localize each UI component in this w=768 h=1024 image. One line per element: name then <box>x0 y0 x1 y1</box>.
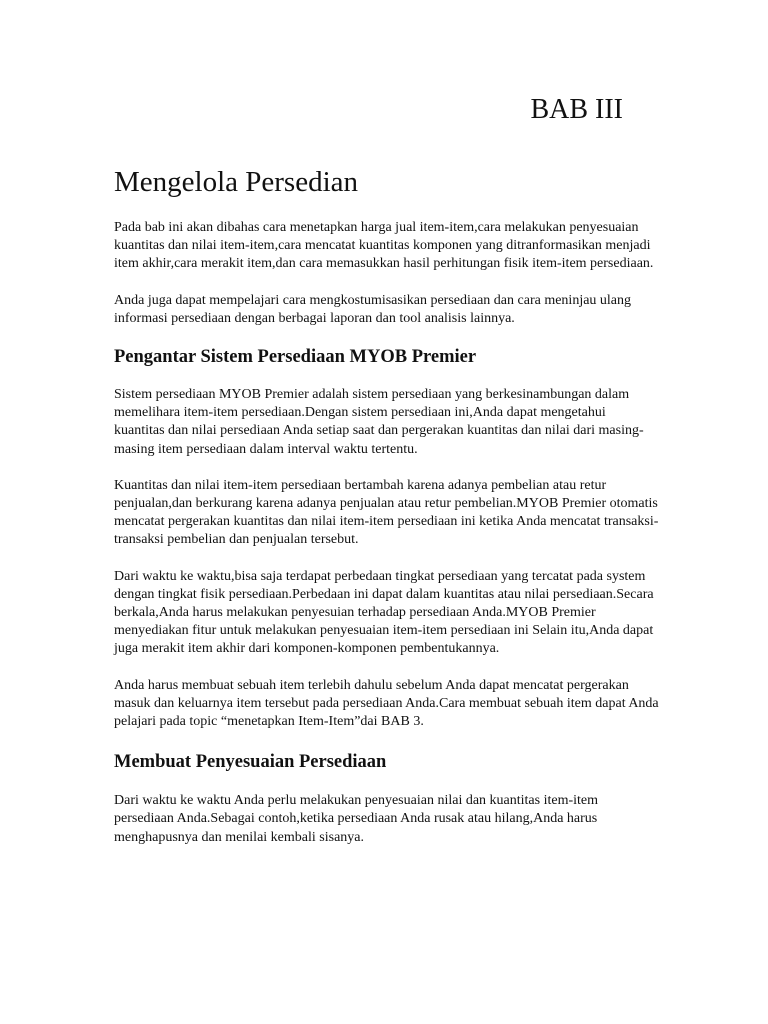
section-paragraph: Kuantitas dan nilai item-item persediaan bertambah karena adanya pembelian atau retur penjualan,dan berkurang karena adanya penjualan atau retur pembelian.MYOB Premier otomatis mencatat pergerakan kuantitas dan nilai item-item persediaan ini ketika Anda mencatat transaksi-transaksi pembelian dan penjualan tersebut. <box>114 477 659 548</box>
section-heading-penyesuaian: Membuat Penyesuaian Persediaan <box>114 752 387 773</box>
section-heading-pengantar: Pengantar Sistem Persediaan MYOB Premier <box>114 347 477 368</box>
document-body <box>114 219 659 865</box>
section-paragraph: Anda harus membuat sebuah item terlebih dahulu sebelum Anda dapat mencatat pergerakan masuk dan keluarnya item tersebut pada persediaan Anda.Cara membuat sebuah item dapat Anda pelajari pada topic “menetapkan Item-Item”dai BAB 3. <box>114 677 659 730</box>
chapter-label: BAB III <box>530 94 623 125</box>
intro-paragraph: Pada bab ini akan dibahas cara menetapkan harga jual item-item,cara melakukan penyesuaian kuantitas dan nilai item-item,cara mencatat kuantitas komponen yang ditranformasikan menjadi item akhir,cara merakit item,dan cara memasukkan hasil perhitungan fisik item-item persediaan. <box>114 220 654 272</box>
section-paragraph: Dari waktu ke waktu Anda perlu melakukan penyesuaian nilai dan kuantitas item-item persediaan Anda.Sebagai contoh,ketika persediaan Anda rusak atau hilang,Anda harus menghapusnya dan menilai kembali sisanya. <box>114 793 599 845</box>
section-paragraph: Sistem persediaan MYOB Premier adalah sistem persediaan yang berkesinambungan dalam memelihara item-item persediaan.Dengan sistem persediaan ini,Anda dapat mengetahui kuantitas dan nilai persediaan Anda setiap saat dan pergerakan kuantitas dan nilai dari masing-masing item persediaan dalam interval waktu tertentu. <box>114 387 644 457</box>
section-paragraph: Dari waktu ke waktu,bisa saja terdapat perbedaan tingkat persediaan yang tercatat pada system dengan tingkat fisik persediaan.Perbedaan ini dapat dalam kuantitas atau nilai persediaan.Secara berkala,Anda harus melakukan penyesuian terhadap persediaan Anda.MYOB Premier menyediakan fitur untuk melakukan penyesuaian item-item persediaan ini Selain itu,Anda dapat juga merakit item akhir dari komponen-komponen pembentukannya. <box>114 568 654 657</box>
intro-paragraph: Anda juga dapat mempelajari cara mengkostumisasikan persediaan dan cara meninjau ulang informasi persediaan dengan berbagai laporan dan tool analisis lainnya. <box>114 292 632 326</box>
page-title: Mengelola Persedian <box>114 166 359 198</box>
